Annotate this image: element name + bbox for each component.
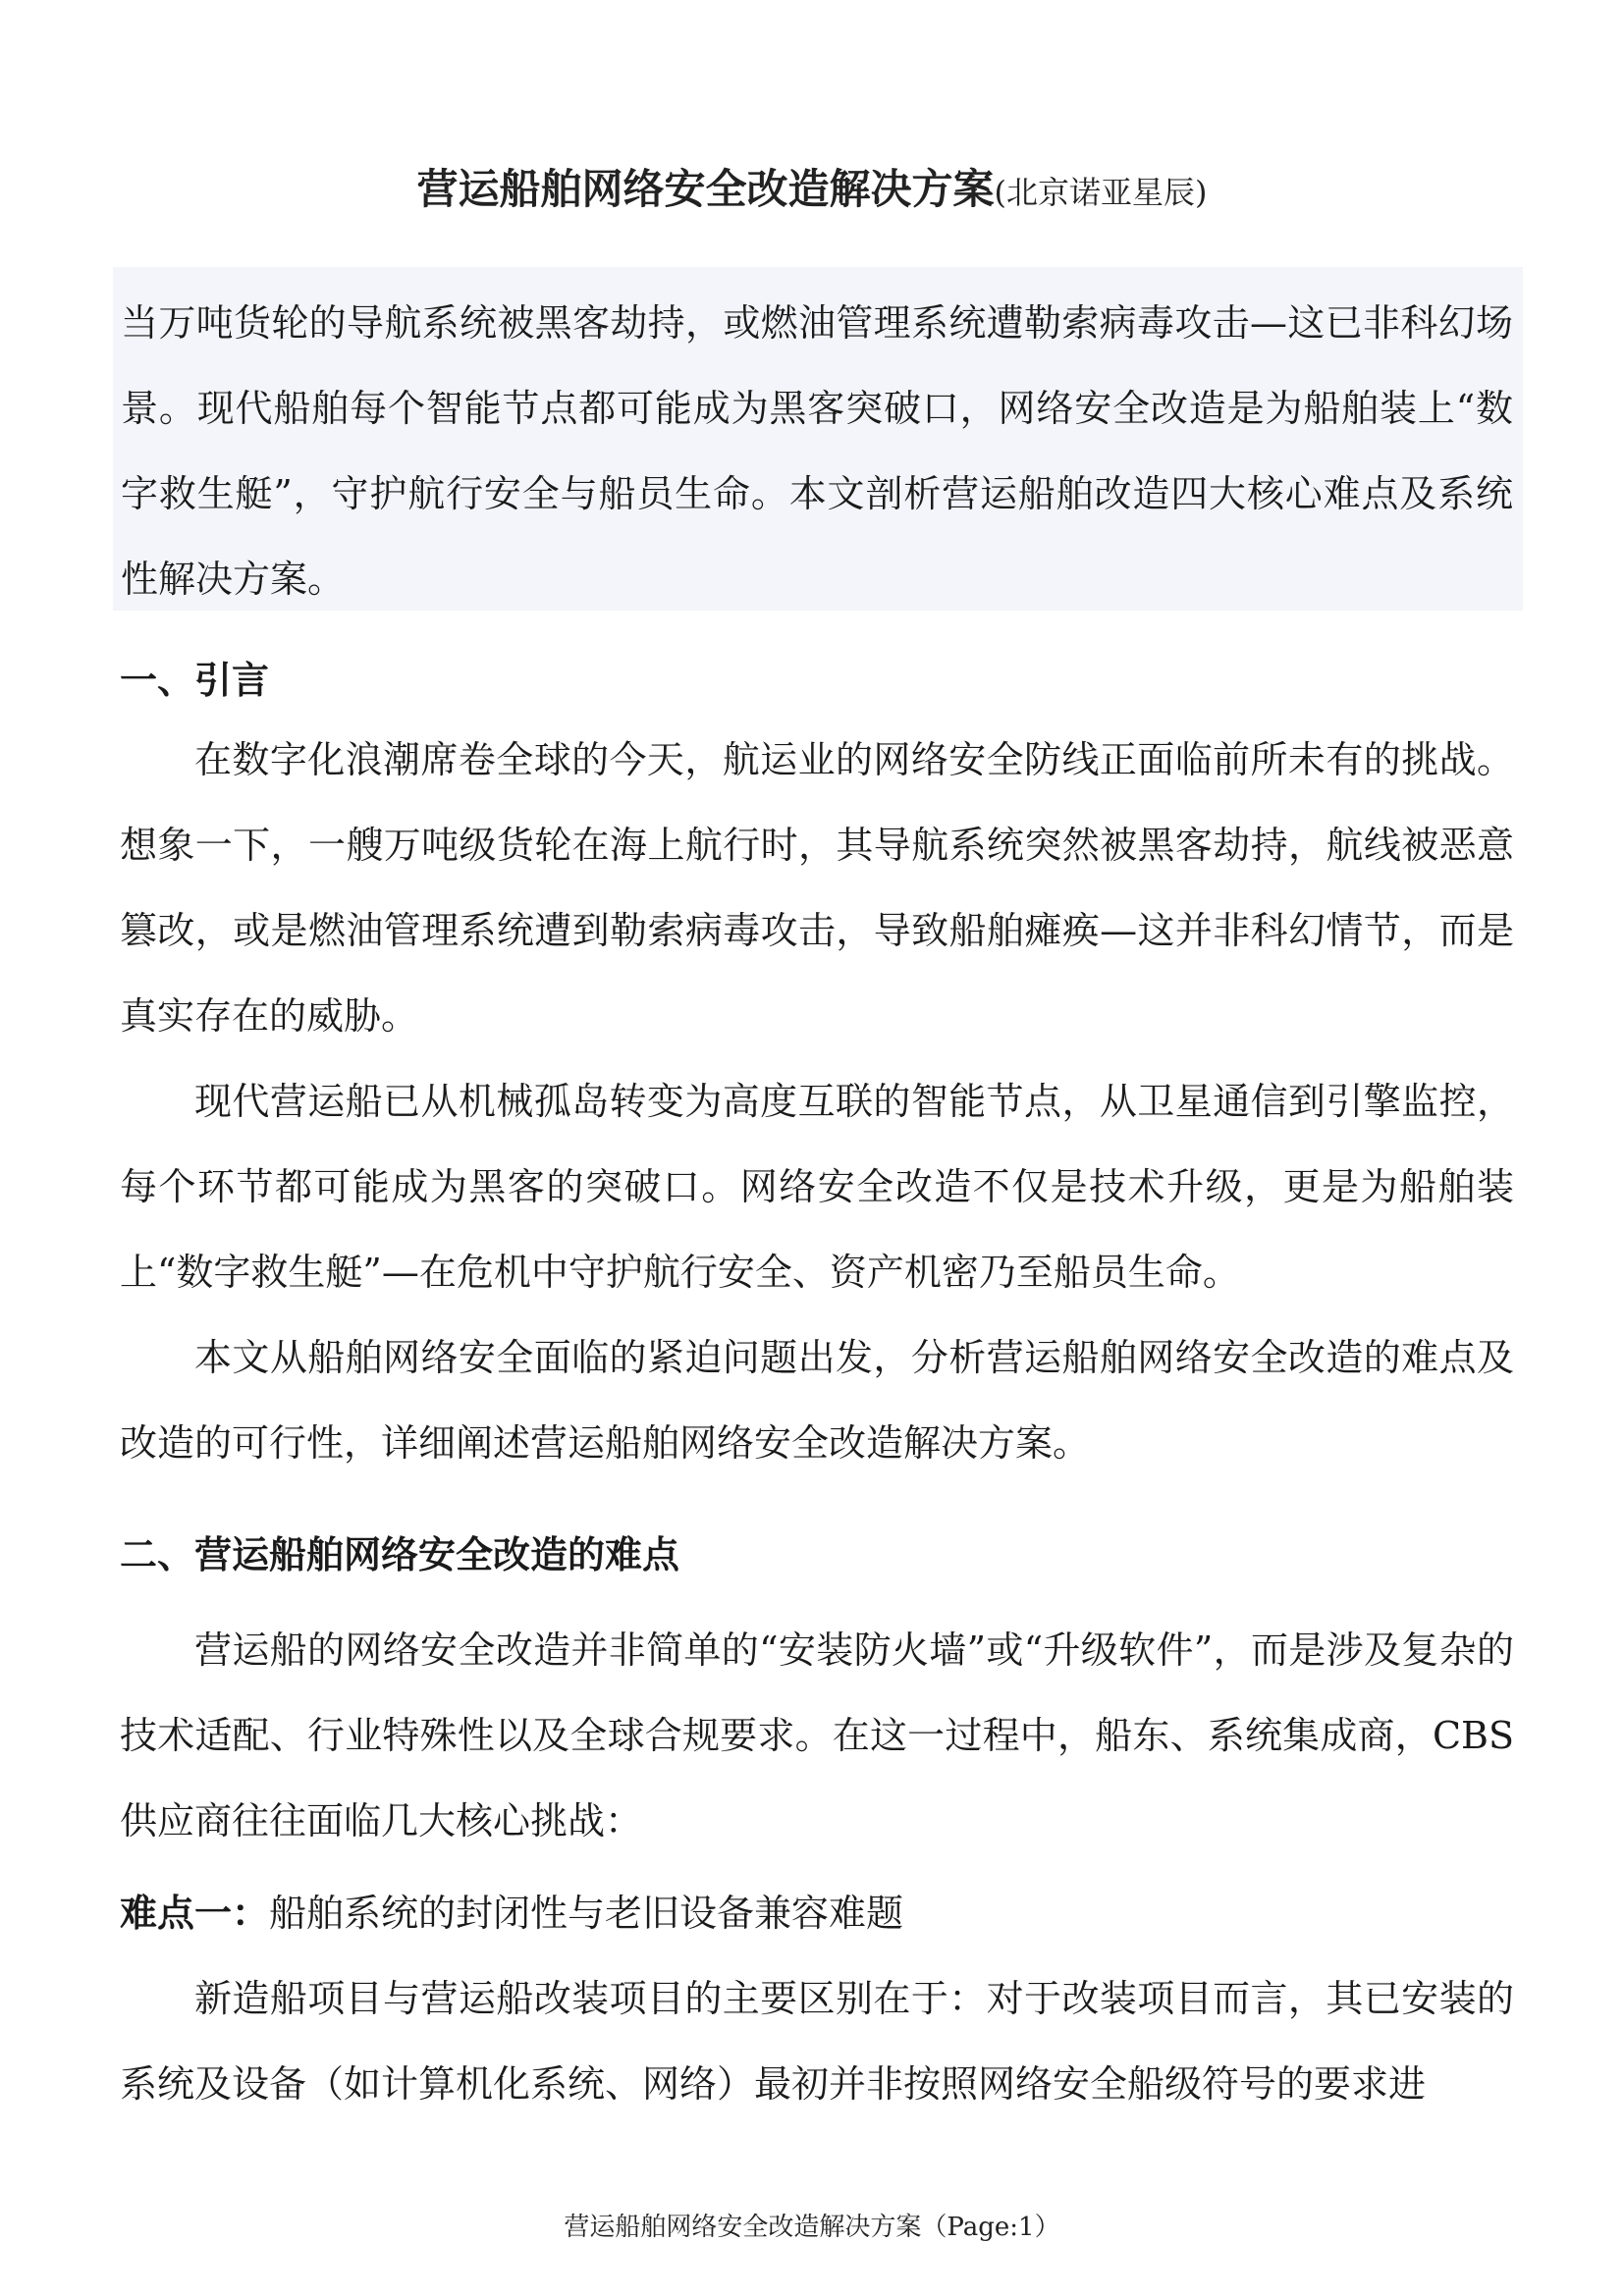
intro-paragraph-2: 现代营运船已从机械孤岛转变为高度互联的智能节点，从卫星通信到引擎监控，每个环节都可能成为黑客的突破口。网络安全改造不仅是技术升级，更是为船舶装上“数字救生艇”—在危机中守护航行安全、资产机密乃至船员生命。: [120, 1080, 1514, 1294]
difficulties-intro-paragraph: 营运船的网络安全改造并非简单的“安装防火墙”或“升级软件”，而是涉及复杂的技术适配、行业特殊性以及全球合规要求。在这一过程中，船东、系统集成商，CBS 供应商往往面临几大核心挑战：: [120, 1629, 1514, 1842]
abstract-text: 当万吨货轮的导航系统被黑客劫持，或燃油管理系统遭勒索病毒攻击—这已非科幻场景。现代船舶每个智能节点都可能成为黑客突破口，网络安全改造是为船舶装上“数字救生艇”，守护航行安全与船员生命。本文剖析营运船舶改造四大核心难点及系统性解决方案。: [121, 301, 1513, 601]
title-main: 营运船舶网络安全改造解决方案: [416, 165, 995, 213]
difficulty-one-title: 船舶系统的封闭性与老旧设备兼容难题: [269, 1892, 904, 1935]
section-heading-difficulties: 二、营运船舶网络安全改造的难点: [120, 1533, 680, 1576]
difficulty-one-paragraph: 新造船项目与营运船改装项目的主要区别在于：对于改装项目而言，其已安装的系统及设备（如计算机化系统、网络）最初并非按照网络安全船级符号的要求进: [120, 1977, 1514, 2106]
intro-paragraph-1: 在数字化浪潮席卷全球的今天，航运业的网络安全防线正面临前所未有的挑战。想象一下，一艘万吨级货轮在海上航行时，其导航系统突然被黑客劫持，航线被恶意篡改，或是燃油管理系统遭到勒索病毒攻击，导致船舶瘫痪—这并非科幻情节，而是真实存在的威胁。: [120, 738, 1514, 1038]
page-footer: 营运船舶网络安全改造解决方案（Page:1）: [564, 2213, 1060, 2242]
main-content: [120, 643, 1514, 2127]
difficulty-one-label: 难点一：: [120, 1892, 270, 1935]
intro-paragraph-3: 本文从船舶网络安全面临的紧迫问题出发，分析营运船舶网络安全改造的难点及改造的可行性，详细阐述营运船舶网络安全改造解决方案。: [120, 1336, 1514, 1465]
title-suffix: (北京诺亚星辰): [994, 174, 1208, 211]
abstract-box: [113, 267, 1523, 611]
document-title: [0, 157, 1624, 216]
difficulty-one-heading: [120, 1876, 1514, 1950]
section-heading-introduction: 一、引言: [120, 659, 270, 702]
